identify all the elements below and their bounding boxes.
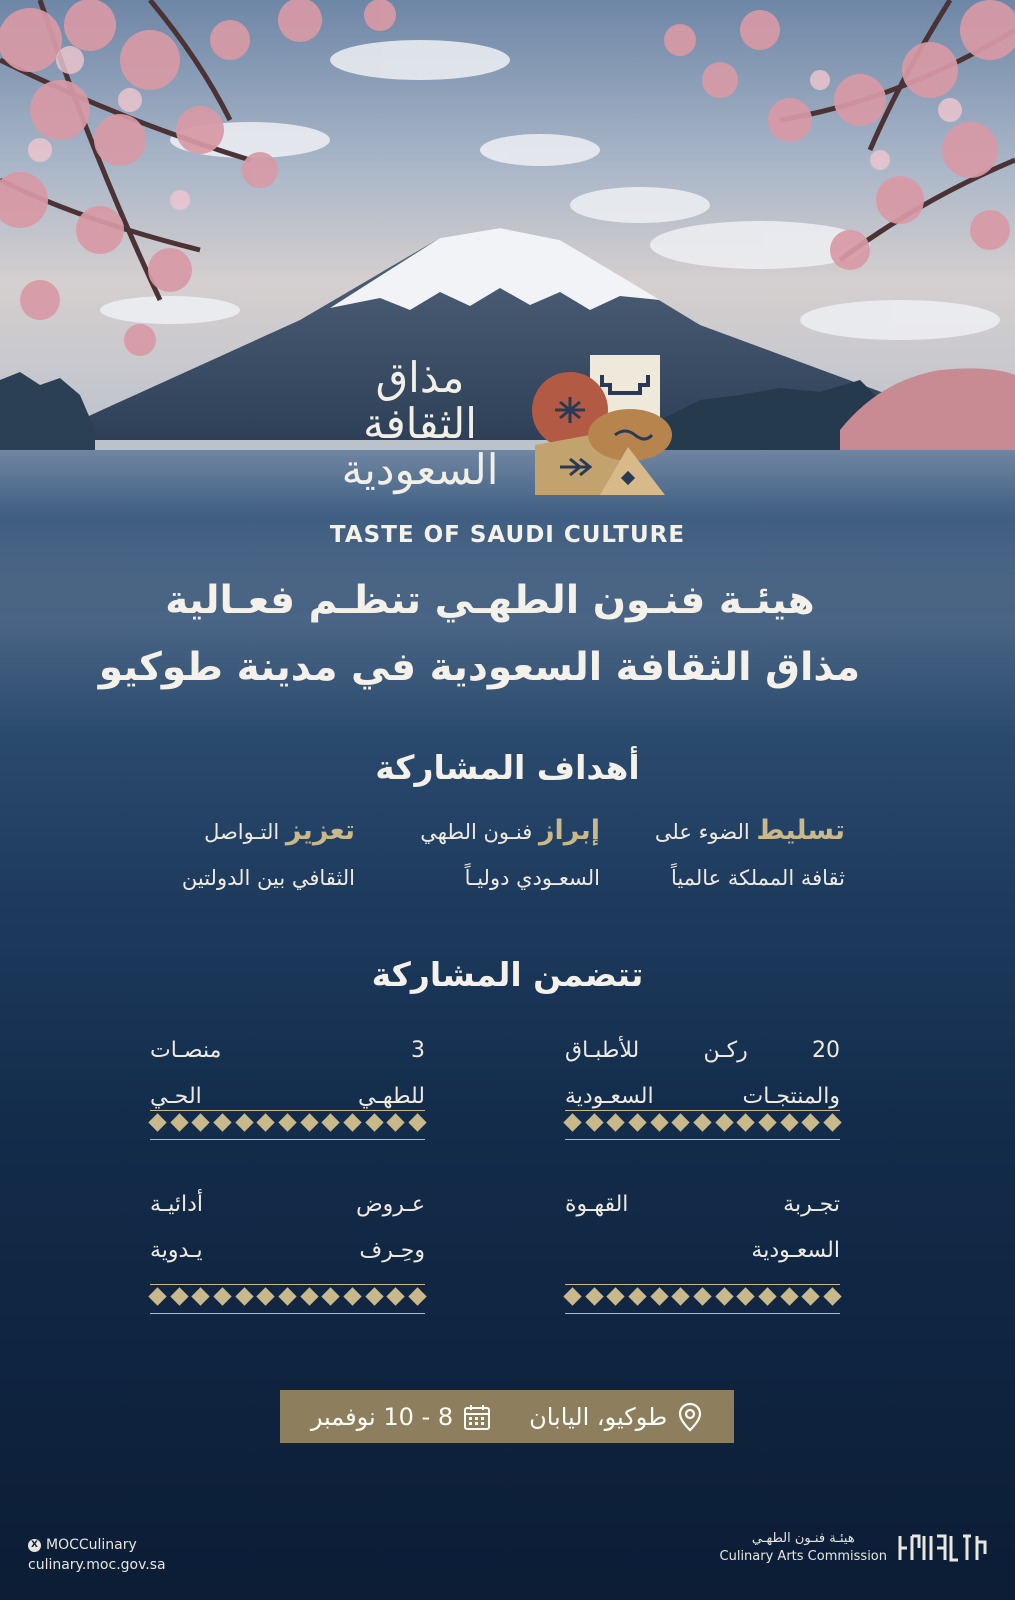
include-line-1: 3 منصـات [150,1038,425,1063]
x-logo-icon: X [28,1539,41,1552]
include-line-2: للطهـي الحـي [150,1084,425,1109]
diamond-divider [150,1110,425,1140]
include-line-1: تجـربة القهـوة [565,1192,840,1217]
ministry-logo-icon [897,1532,989,1564]
diamond-ornament [322,1287,340,1305]
diamond-ornament [628,1287,646,1305]
diamond-ornament [823,1287,841,1305]
goal-line [370,808,600,855]
diamond-ornament [192,1287,210,1305]
goal-item [615,808,845,901]
include-line-2: والمنتجـات السعـودية [565,1084,840,1109]
diamond-ornament [278,1287,296,1305]
include-line-2: وحِـرف يـدوية [150,1238,425,1263]
goal-highlight: تسليط [756,815,845,846]
diamond-ornament [650,1287,668,1305]
location-pin-icon [677,1402,703,1432]
goal-text: التـواصل [204,820,280,844]
diamond-ornament [170,1113,188,1131]
include-item [565,1028,840,1120]
include-line-1: 20 ركـن للأطبـاق [565,1038,840,1063]
commission-name [720,1530,887,1566]
goal-text: الضوء على [654,820,750,844]
diamond-ornament [737,1113,755,1131]
diamond-ornament [585,1113,603,1131]
diamond-ornament [365,1287,383,1305]
logo-arabic-wordmark [320,355,520,493]
includes-title: تتضمن المشاركة [371,955,644,994]
diamond-ornament [148,1287,166,1305]
diamond-ornament [628,1113,646,1131]
diamond-ornament [300,1287,318,1305]
include-item [150,1182,425,1274]
event-location: طوكيو، اليابان [529,1402,668,1431]
event-dates: 8 - 10 نوفمبر [310,1402,454,1431]
logo-english-title: TASTE OF SAUDI CULTURE [329,522,686,548]
diamond-divider [565,1110,840,1140]
diamond-ornament [672,1287,690,1305]
logo-arabic-line: الثقافة [363,399,477,448]
diamond-ornament [563,1113,581,1131]
diamond-ornament [343,1113,361,1131]
logo-arabic-line: السعودية [341,445,499,494]
diamond-ornament [758,1287,776,1305]
diamond-divider [150,1284,425,1314]
headline-line-2: مذاق الثقافة السعودية في مدينة طوكيو [98,645,860,690]
diamond-ornament [802,1287,820,1305]
diamond-ornament [213,1113,231,1131]
headline-line-1: هيئـة فنـون الطهـي تنظـم فعـالية [165,578,815,623]
goal-line-2: الثقافي بين الدولتين [181,866,355,890]
diamond-ornament [693,1113,711,1131]
goal-line-2: السعـودي دوليـاً [464,866,600,890]
goal-highlight: تعزيز [285,815,355,846]
commission-name-en: Culinary Arts Commission [719,1549,887,1564]
diamond-ornament [192,1113,210,1131]
commission-name-ar: هيئـة فنـون الطهـي [751,1531,855,1546]
diamond-ornament [213,1287,231,1305]
goal-line [125,808,355,855]
diamond-ornament [780,1287,798,1305]
include-line-1: عـروض أدائيـة [150,1192,425,1217]
diamond-ornament [650,1113,668,1131]
include-item [150,1028,425,1120]
diamond-ornament [257,1113,275,1131]
include-line-2: السعـودية [751,1238,840,1263]
diamond-ornament [715,1287,733,1305]
logo-arabic-line: مذاق [375,353,465,402]
diamond-ornament [607,1287,625,1305]
diamond-ornament [278,1113,296,1131]
calendar-icon [463,1403,491,1431]
diamond-ornament [343,1287,361,1305]
diamond-ornament [235,1113,253,1131]
footer-social [28,1535,166,1575]
event-info-bar [280,1390,734,1443]
website-link[interactable]: culinary.moc.gov.sa [28,1557,166,1573]
diamond-ornament [365,1113,383,1131]
diamond-ornament [802,1113,820,1131]
diamond-ornament [170,1287,188,1305]
include-item [565,1182,840,1274]
diamond-ornament [235,1287,253,1305]
diamond-ornament [780,1113,798,1131]
diamond-ornament [408,1113,426,1131]
diamond-ornament [672,1113,690,1131]
footer-commission [720,1530,989,1566]
diamond-ornament [322,1113,340,1131]
diamond-ornament [737,1287,755,1305]
diamond-ornament [387,1113,405,1131]
diamond-divider [565,1284,840,1314]
goal-line-2: ثقافة المملكة عالمياً [670,866,845,890]
diamond-ornament [585,1287,603,1305]
goal-item [125,808,355,901]
goal-text: فنـون الطهي [420,820,533,844]
social-handle[interactable]: MOCCulinary [46,1537,137,1553]
diamond-ornament [607,1113,625,1131]
goal-highlight: إبراز [539,815,600,846]
diamond-ornament [408,1287,426,1305]
logo-emblem-icon [530,355,680,505]
diamond-ornament [300,1113,318,1131]
goal-item [370,808,600,901]
diamond-ornament [715,1113,733,1131]
diamond-ornament [148,1113,166,1131]
diamond-ornament [693,1287,711,1305]
goals-title: أهداف المشاركة [375,748,640,787]
diamond-ornament [257,1287,275,1305]
diamond-ornament [823,1113,841,1131]
diamond-ornament [758,1113,776,1131]
diamond-ornament [563,1287,581,1305]
goal-line [615,808,845,855]
diamond-ornament [387,1287,405,1305]
